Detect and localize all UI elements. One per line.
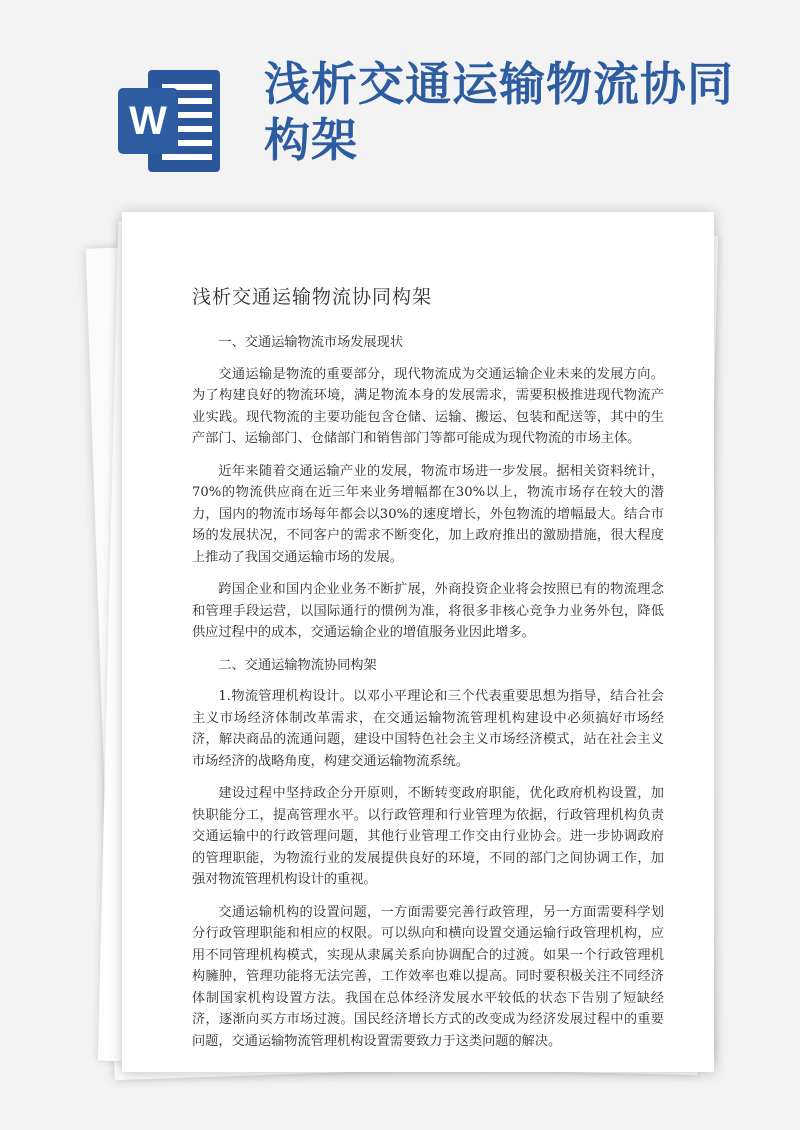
paragraph: 跨国企业和国内企业业务不断扩展，外商投资企业将会按照已有的物流理念和管理手段运营，以国际通行的惯例为准，将很多非核心竞争力业务外包，降低供应过程中的成本，交通运输企业的增值服务业因此增多。 (192, 582, 664, 640)
header-banner (0, 0, 800, 200)
section-heading: 一、交通运输物流市场发展现状 (218, 335, 404, 350)
paragraph: 建设过程中坚持政企分开原则，不断转变政府职能，优化政府机构设置，加快职能分工，提高管理水平。以行政管理和行业管理为依据，行政管理机构负责交通运输中的行政管理问题，其他行业管理工作交由行业协会。进一步协调政府的管理职能，为物流行业的发展提供良好的环境，不同的部门之间协调工作，加强对物流管理机构设计的重视。 (192, 786, 664, 887)
banner-title: 浅析交通运输物流协同构架 (264, 57, 734, 167)
document-body (192, 332, 664, 1063)
word-document-icon (118, 66, 226, 176)
section-heading: 二、交通运输物流协同构架 (218, 657, 377, 673)
paragraph: 交通运输机构的设置问题，一方面需要完善行政管理，另一方面需要科学划分行政管理职能和相应的权限。可以纵向和横向设置交通运输行政管理机构，应用不同管理机构模式，实现从隶属关系向协调配合的过渡。如果一个行政管理机构臃肿，管理功能将无法完善，工作效率也难以提高。同时要积极关注不同经济体制国家机构设置方法。我国在总体经济发展水平较低的状态下告别了短缺经济，逐渐向买方市场过渡。国民经济增长方式的改变成为经济发展过程中的重要问题，交通运输物流管理机构设置需要致力于这类问题的解决。 (192, 904, 664, 1049)
paragraph: 近年来随着交通运输产业的发展，物流市场进一步发展。据相关资料统计，70%的物流供应商在近三年来业务增幅都在30%以上，物流市场存在较大的潜力，国内的物流市场每年都会以30%的速度增长，外包物流的增幅最大。结合市场的发展状况，不同客户的需求不断变化，加上政府推出的激励措施，很大程度上推动了我国交通运输市场的发展。 (192, 463, 664, 565)
paragraph: 交通运输是物流的重要部分，现代物流成为交通运输企业未来的发展方向。为了构建良好的物流环境，满足物流本身的发展需求，需要积极推进现代物流产业实践。现代物流的主要功能包含仓储、运输、搬运、包装和配送等，其中的生产部门、运输部门、仓储部门和销售部门等都可能成为现代物流的市场主体。 (192, 366, 664, 446)
paragraph: 1.物流管理机构设计。以邓小平理论和三个代表重要思想为指导，结合社会主义市场经济体制改革需求，在交通运输物流管理机构建设中必须搞好市场经济，解决商品的流通问题，建设中国特色社会主义市场经济模式，站在社会主义市场经济的战略角度，构建交通运输物流系统。 (192, 689, 664, 769)
document-title: 浅析交通运输物流协同构架 (192, 286, 433, 308)
word-icon-letter: W (129, 99, 167, 143)
document-page (122, 212, 714, 1072)
